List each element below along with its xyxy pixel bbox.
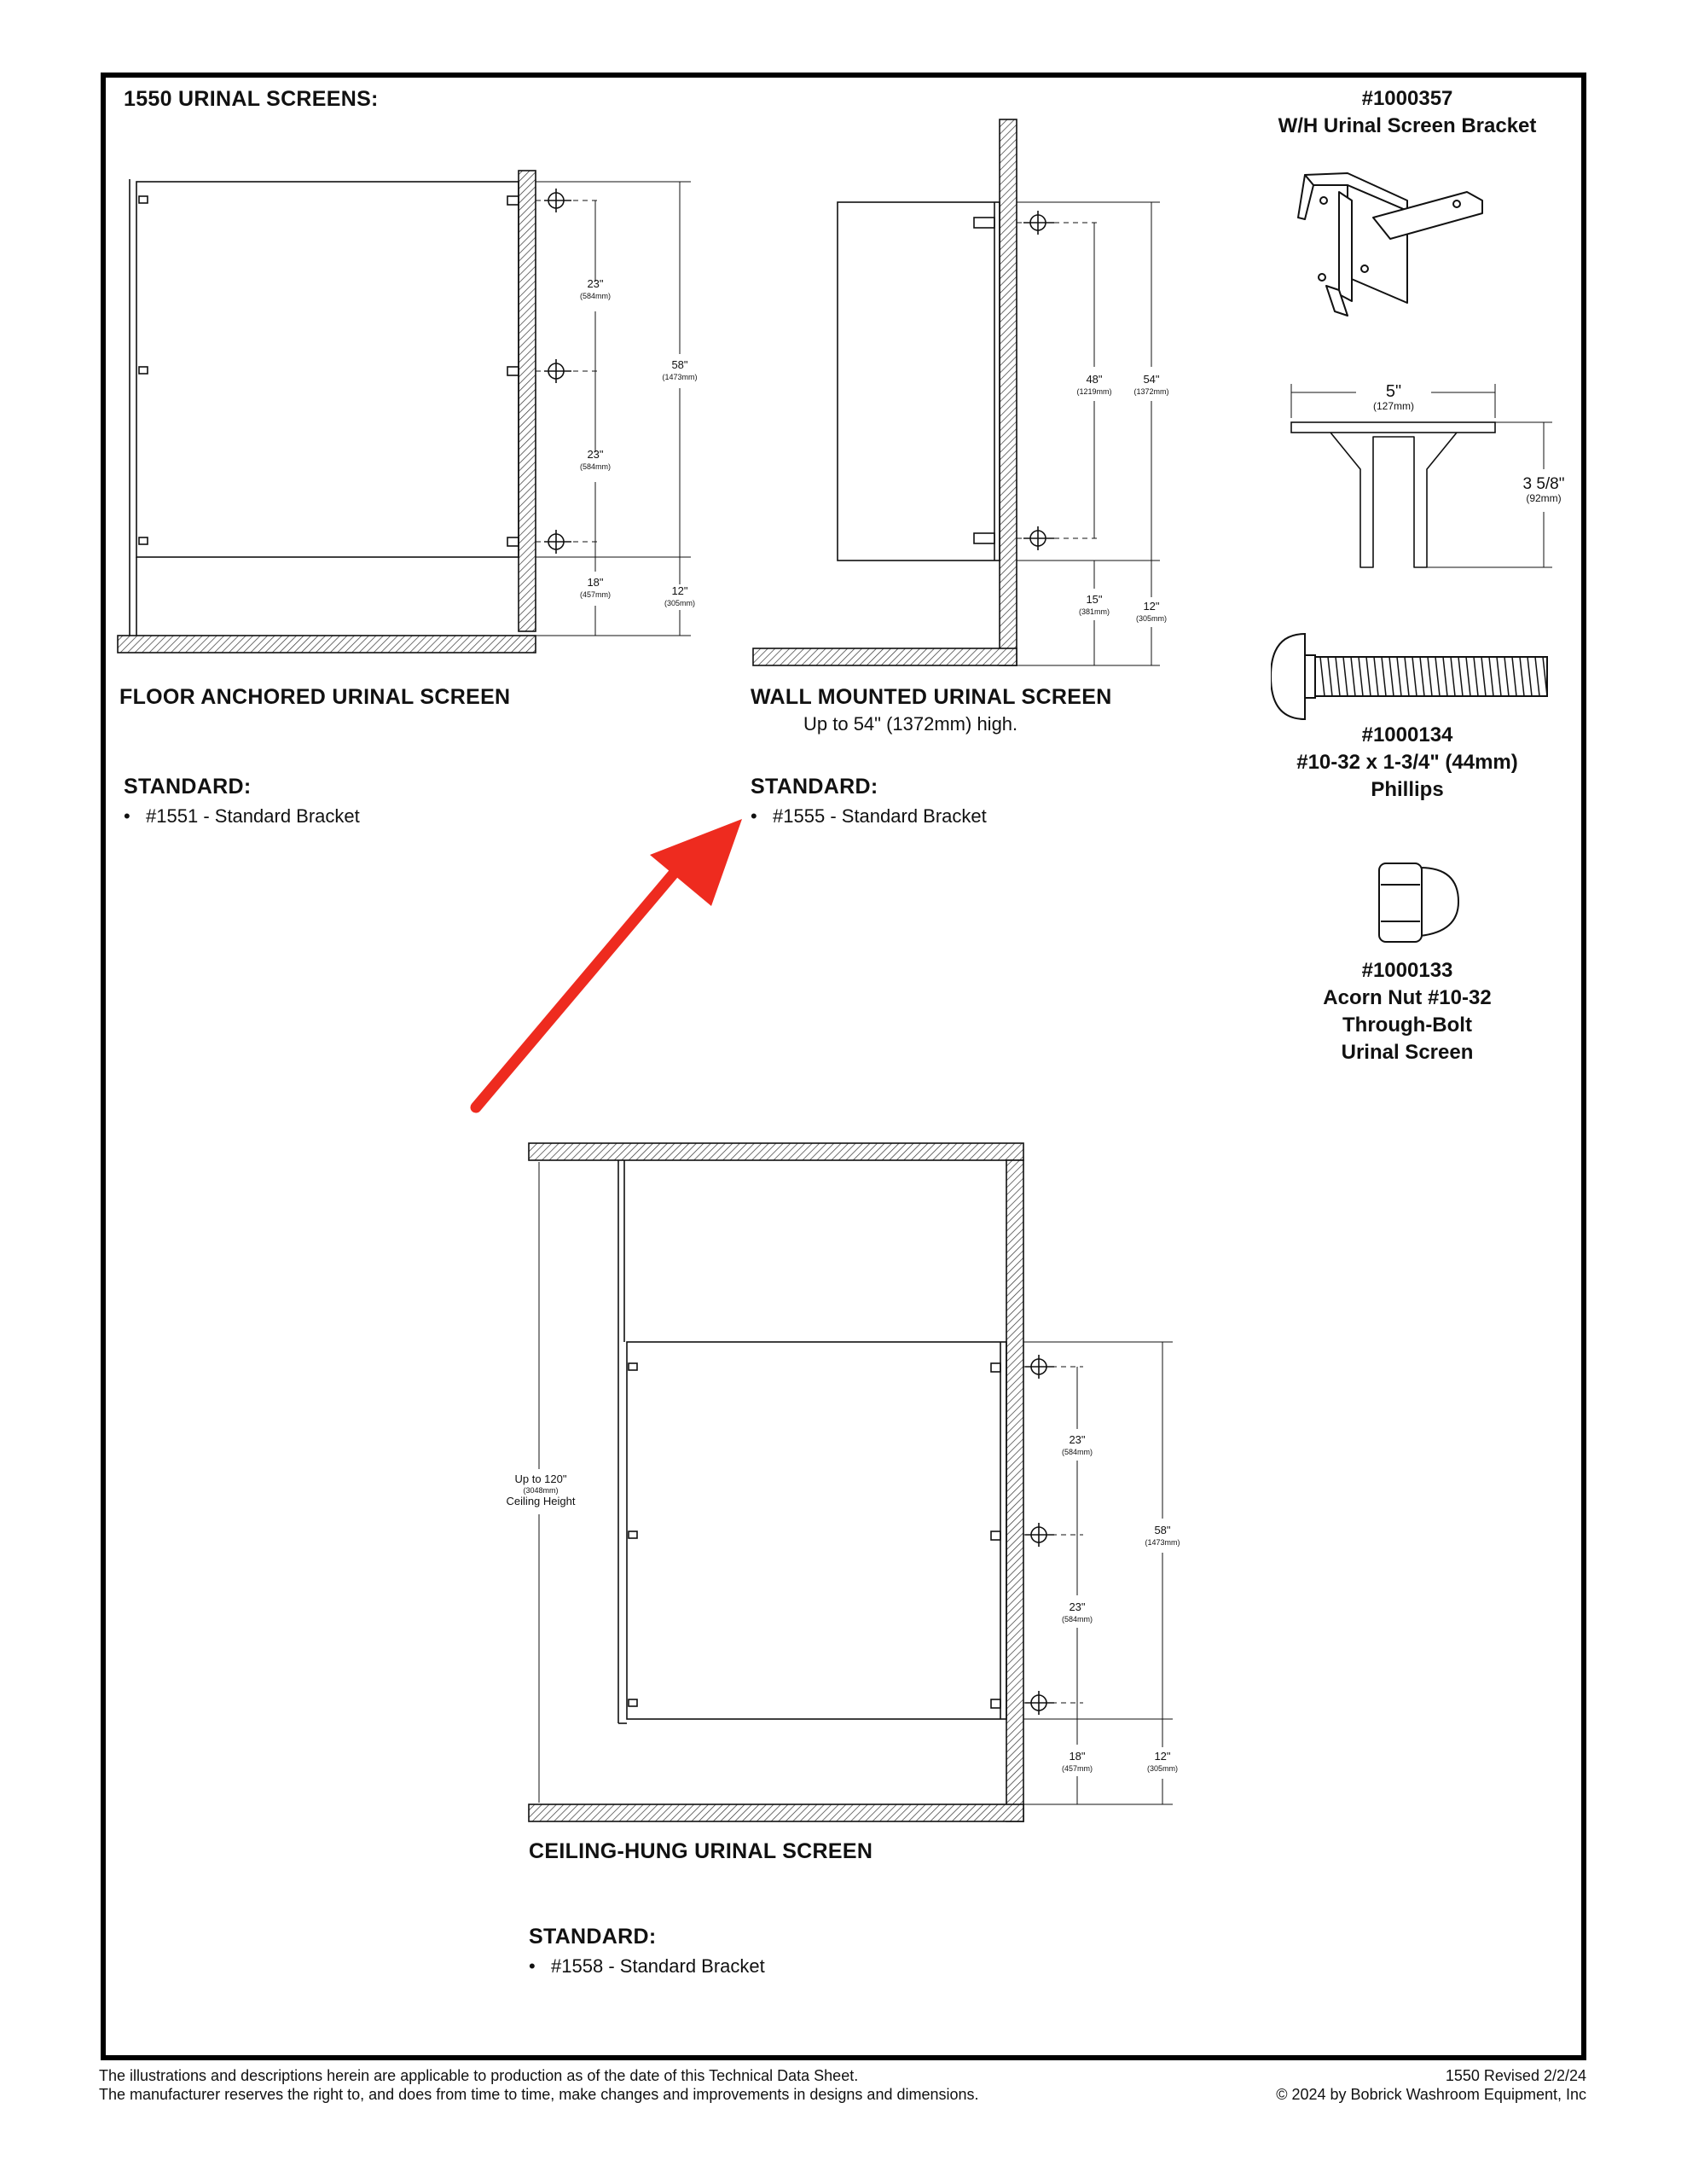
dim-label: (457mm) [579, 590, 612, 599]
dim-label: 23" [587, 448, 604, 461]
bullet: • [124, 805, 130, 827]
bracket-number: #1000357 [1361, 87, 1453, 110]
dim-label: (584mm) [1061, 1448, 1093, 1456]
bracket-width: 5" [1385, 382, 1402, 401]
screw-number: #1000134 [1361, 723, 1453, 746]
bullet: • [529, 1955, 536, 1977]
floor-item-text: #1551 - Standard Bracket [146, 805, 360, 827]
dim-label: 15" [1086, 593, 1103, 606]
nut-label [1237, 957, 1578, 1066]
ceiling-standard-item [529, 1955, 765, 1978]
dim-label: 54" [1143, 373, 1160, 386]
dim-label: (584mm) [579, 292, 612, 300]
footer-revision-line: 1550 Revised 2/2/24 [1445, 2067, 1586, 2084]
dim-label: Ceiling Height [506, 1495, 576, 1507]
dim-label: (457mm) [1061, 1764, 1093, 1773]
nut-line2: Through-Bolt [1342, 1014, 1472, 1037]
footer-copyright-line: © 2024 by Bobrick Washroom Equipment, Inc [1276, 2086, 1586, 2103]
floor-title: FLOOR ANCHORED URINAL SCREEN [119, 685, 511, 709]
dim-label: Up to 120" [514, 1472, 567, 1485]
footer-line-2: The manufacturer reserves the right to, and does from time to time, make changes and improvements in designs and dimensions. [99, 2086, 979, 2103]
dim-label: 18" [1069, 1750, 1086, 1763]
dim-label: 58" [671, 358, 688, 371]
nut-line1: Acorn Nut #10-32 [1323, 986, 1492, 1009]
screw-size: #10-32 x 1-3/4" (44mm) [1296, 751, 1518, 774]
footer-line-1: The illustrations and descriptions herein are applicable to production as of the date of this Technical Data Sheet. [99, 2067, 859, 2084]
bracket-width-mm: (127mm) [1372, 400, 1415, 412]
red-arrow-annotation [461, 802, 768, 1126]
footer-revision [1276, 2066, 1586, 2104]
dim-label: (305mm) [1146, 1764, 1179, 1773]
wall-title: WALL MOUNTED URINAL SCREEN [751, 685, 1112, 709]
nut-line3: Urinal Screen [1341, 1041, 1474, 1064]
ceiling-title: CEILING-HUNG URINAL SCREEN [529, 1839, 873, 1863]
ceiling-hung-drawing [495, 1135, 1194, 1834]
dim-label: (584mm) [1061, 1615, 1093, 1623]
dim-label: (1372mm) [1133, 387, 1169, 396]
ceiling-standard-label: STANDARD: [529, 1925, 657, 1949]
dim-label: 12" [1154, 1750, 1171, 1763]
screw-drawing [1271, 630, 1561, 723]
bracket-name: W/H Urinal Screen Bracket [1278, 114, 1537, 137]
dim-label: (584mm) [579, 462, 612, 471]
ceiling-item-text: #1558 - Standard Bracket [551, 1955, 765, 1977]
dim-label: (1473mm) [1145, 1538, 1180, 1547]
floor-standard-item [124, 805, 360, 828]
dim-label: 23" [587, 277, 604, 290]
dim-label: (1219mm) [1076, 387, 1112, 396]
dim-label: (1473mm) [662, 373, 698, 381]
dim-label: (3048mm) [523, 1486, 559, 1495]
dim-label: 48" [1086, 373, 1103, 386]
dim-label: (381mm) [1078, 607, 1110, 616]
dim-label: 18" [587, 576, 604, 589]
floor-standard-label: STANDARD: [124, 775, 252, 799]
wall-standard-label: STANDARD: [751, 775, 878, 799]
bracket-label [1237, 85, 1578, 140]
section-heading: 1550 URINAL SCREENS: [124, 87, 379, 111]
dim-label: 12" [671, 584, 688, 597]
bracket-front-drawing [1279, 375, 1569, 572]
dim-label: 12" [1143, 600, 1160, 613]
dim-label: 23" [1069, 1433, 1086, 1446]
screw-type: Phillips [1371, 778, 1444, 801]
dim-label: (305mm) [1135, 614, 1168, 623]
dim-label: (305mm) [664, 599, 696, 607]
wall-subtitle: Up to 54" (1372mm) high. [803, 713, 1018, 735]
bracket-height-mm: (92mm) [1526, 492, 1562, 504]
bullet: • [751, 805, 757, 827]
bracket-iso-drawing [1288, 166, 1493, 320]
footer-disclaimer [99, 2066, 979, 2104]
dim-label: 23" [1069, 1600, 1086, 1613]
wall-mounted-drawing [751, 115, 1194, 670]
floor-anchored-drawing [111, 162, 708, 665]
wall-item-text: #1555 - Standard Bracket [773, 805, 987, 827]
wall-standard-item [751, 805, 987, 828]
bracket-height: 3 5/8" [1522, 475, 1565, 493]
screw-label [1237, 722, 1578, 804]
acorn-nut-drawing [1369, 855, 1471, 944]
dim-label: 58" [1154, 1524, 1171, 1536]
nut-number: #1000133 [1361, 959, 1453, 982]
